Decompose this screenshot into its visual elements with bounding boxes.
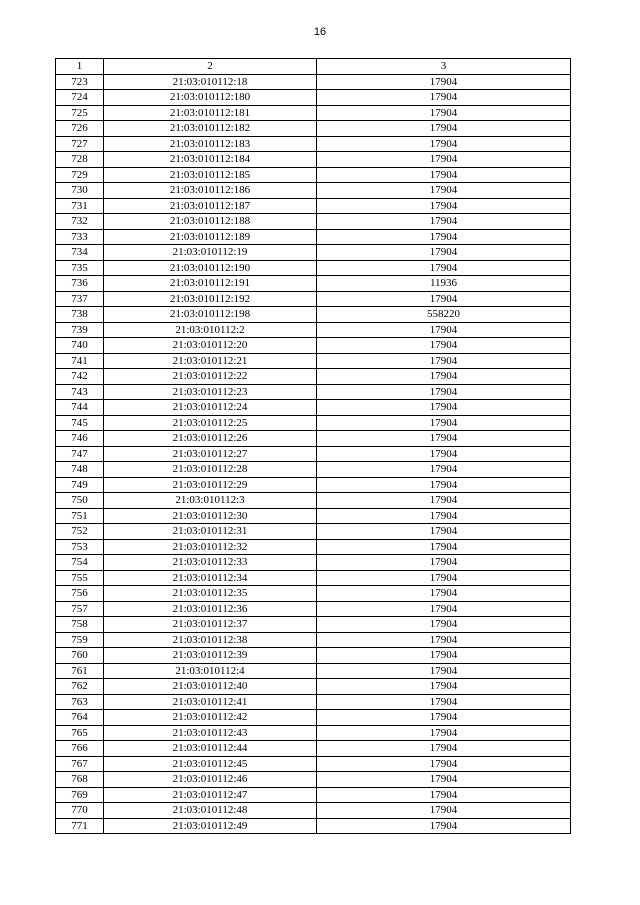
table-row: [56, 245, 571, 261]
row-number-cell: 751: [56, 508, 104, 524]
row-number-cell: 766: [56, 741, 104, 757]
table-row: [56, 477, 571, 493]
value-cell: 17904: [317, 415, 571, 431]
value-cell: 17904: [317, 756, 571, 772]
row-number-cell: 731: [56, 198, 104, 214]
value-cell: 17904: [317, 74, 571, 90]
value-cell: 17904: [317, 121, 571, 137]
cadastral-number-cell: 21:03:010112:20: [104, 338, 317, 354]
table-row: [56, 338, 571, 354]
table-row: [56, 415, 571, 431]
row-number-cell: 771: [56, 818, 104, 834]
value-cell: 17904: [317, 167, 571, 183]
cadastral-number-cell: 21:03:010112:43: [104, 725, 317, 741]
table-row: [56, 632, 571, 648]
cadastral-number-cell: 21:03:010112:191: [104, 276, 317, 292]
table-row: [56, 524, 571, 540]
cadastral-number-cell: 21:03:010112:49: [104, 818, 317, 834]
row-number-cell: 739: [56, 322, 104, 338]
cadastral-number-cell: 21:03:010112:183: [104, 136, 317, 152]
table-row: [56, 803, 571, 819]
row-number-cell: 762: [56, 679, 104, 695]
table-row: [56, 291, 571, 307]
value-cell: 17904: [317, 493, 571, 509]
value-cell: 17904: [317, 353, 571, 369]
table-body: [56, 74, 571, 834]
row-number-cell: 746: [56, 431, 104, 447]
row-number-cell: 753: [56, 539, 104, 555]
row-number-cell: 748: [56, 462, 104, 478]
cadastral-number-cell: 21:03:010112:2: [104, 322, 317, 338]
value-cell: 17904: [317, 245, 571, 261]
cadastral-number-cell: 21:03:010112:30: [104, 508, 317, 524]
table-row: [56, 74, 571, 90]
row-number-cell: 723: [56, 74, 104, 90]
table-row: [56, 601, 571, 617]
value-cell: 17904: [317, 198, 571, 214]
row-number-cell: 754: [56, 555, 104, 571]
cadastral-number-cell: 21:03:010112:23: [104, 384, 317, 400]
cadastral-number-cell: 21:03:010112:190: [104, 260, 317, 276]
value-cell: 17904: [317, 508, 571, 524]
table-row: [56, 787, 571, 803]
table-header: [56, 59, 571, 75]
table-row: [56, 353, 571, 369]
row-number-cell: 728: [56, 152, 104, 168]
cadastral-number-cell: 21:03:010112:22: [104, 369, 317, 385]
cadastral-number-cell: 21:03:010112:192: [104, 291, 317, 307]
table-row: [56, 725, 571, 741]
cadastral-number-cell: 21:03:010112:44: [104, 741, 317, 757]
value-cell: 17904: [317, 818, 571, 834]
cadastral-number-cell: 21:03:010112:187: [104, 198, 317, 214]
table-row: [56, 741, 571, 757]
cadastral-number-cell: 21:03:010112:33: [104, 555, 317, 571]
value-cell: 17904: [317, 446, 571, 462]
row-number-cell: 755: [56, 570, 104, 586]
cadastral-number-cell: 21:03:010112:29: [104, 477, 317, 493]
cadastral-number-cell: 21:03:010112:189: [104, 229, 317, 245]
table-row: [56, 400, 571, 416]
value-cell: 17904: [317, 710, 571, 726]
cadastral-number-cell: 21:03:010112:3: [104, 493, 317, 509]
table-row: [56, 152, 571, 168]
cadastral-number-cell: 21:03:010112:39: [104, 648, 317, 664]
row-number-cell: 740: [56, 338, 104, 354]
cadastral-number-cell: 21:03:010112:36: [104, 601, 317, 617]
cadastral-number-cell: 21:03:010112:19: [104, 245, 317, 261]
value-cell: 17904: [317, 136, 571, 152]
cadastral-number-cell: 21:03:010112:27: [104, 446, 317, 462]
cadastral-number-cell: 21:03:010112:24: [104, 400, 317, 416]
row-number-cell: 767: [56, 756, 104, 772]
table-row: [56, 710, 571, 726]
column-header-3: 3: [317, 59, 571, 75]
row-number-cell: 770: [56, 803, 104, 819]
table-row: [56, 648, 571, 664]
cadastral-number-cell: 21:03:010112:32: [104, 539, 317, 555]
row-number-cell: 738: [56, 307, 104, 323]
value-cell: 17904: [317, 679, 571, 695]
value-cell: 17904: [317, 524, 571, 540]
value-cell: 17904: [317, 741, 571, 757]
cadastral-number-cell: 21:03:010112:41: [104, 694, 317, 710]
cadastral-number-cell: 21:03:010112:26: [104, 431, 317, 447]
row-number-cell: 750: [56, 493, 104, 509]
row-number-cell: 737: [56, 291, 104, 307]
cadastral-number-cell: 21:03:010112:18: [104, 74, 317, 90]
table-row: [56, 508, 571, 524]
row-number-cell: 769: [56, 787, 104, 803]
row-number-cell: 741: [56, 353, 104, 369]
row-number-cell: 759: [56, 632, 104, 648]
value-cell: 17904: [317, 183, 571, 199]
table-row: [56, 214, 571, 230]
value-cell: 17904: [317, 570, 571, 586]
cadastral-number-cell: 21:03:010112:25: [104, 415, 317, 431]
row-number-cell: 730: [56, 183, 104, 199]
row-number-cell: 733: [56, 229, 104, 245]
cadastral-number-cell: 21:03:010112:34: [104, 570, 317, 586]
value-cell: 17904: [317, 648, 571, 664]
row-number-cell: 729: [56, 167, 104, 183]
table-row: [56, 772, 571, 788]
value-cell: 17904: [317, 477, 571, 493]
table-row: [56, 446, 571, 462]
table-row: [56, 384, 571, 400]
value-cell: 17904: [317, 105, 571, 121]
cadastral-number-cell: 21:03:010112:48: [104, 803, 317, 819]
row-number-cell: 765: [56, 725, 104, 741]
row-number-cell: 764: [56, 710, 104, 726]
cadastral-number-cell: 21:03:010112:198: [104, 307, 317, 323]
cadastral-number-cell: 21:03:010112:186: [104, 183, 317, 199]
value-cell: 17904: [317, 400, 571, 416]
row-number-cell: 735: [56, 260, 104, 276]
column-header-1: 1: [56, 59, 104, 75]
cadastral-number-cell: 21:03:010112:180: [104, 90, 317, 106]
value-cell: 17904: [317, 694, 571, 710]
table-row: [56, 493, 571, 509]
table-row: [56, 756, 571, 772]
table-row: [56, 260, 571, 276]
row-number-cell: 734: [56, 245, 104, 261]
value-cell: 17904: [317, 291, 571, 307]
table-row: [56, 229, 571, 245]
row-number-cell: 745: [56, 415, 104, 431]
table-row: [56, 663, 571, 679]
row-number-cell: 742: [56, 369, 104, 385]
cadastral-number-cell: 21:03:010112:47: [104, 787, 317, 803]
value-cell: 17904: [317, 601, 571, 617]
table-row: [56, 198, 571, 214]
cadastral-number-cell: 21:03:010112:37: [104, 617, 317, 633]
cadastral-number-cell: 21:03:010112:28: [104, 462, 317, 478]
data-table: [55, 58, 571, 834]
value-cell: 17904: [317, 787, 571, 803]
table-row: [56, 431, 571, 447]
row-number-cell: 743: [56, 384, 104, 400]
value-cell: 17904: [317, 586, 571, 602]
table-row: [56, 570, 571, 586]
table-row: [56, 555, 571, 571]
cadastral-number-cell: 21:03:010112:21: [104, 353, 317, 369]
value-cell: 17904: [317, 322, 571, 338]
table-row: [56, 818, 571, 834]
cadastral-number-cell: 21:03:010112:31: [104, 524, 317, 540]
cadastral-number-cell: 21:03:010112:185: [104, 167, 317, 183]
cadastral-number-cell: 21:03:010112:182: [104, 121, 317, 137]
table-row: [56, 105, 571, 121]
row-number-cell: 761: [56, 663, 104, 679]
value-cell: 17904: [317, 617, 571, 633]
table-row: [56, 369, 571, 385]
cadastral-number-cell: 21:03:010112:35: [104, 586, 317, 602]
table-row: [56, 167, 571, 183]
cadastral-number-cell: 21:03:010112:40: [104, 679, 317, 695]
column-header-2: 2: [104, 59, 317, 75]
row-number-cell: 763: [56, 694, 104, 710]
value-cell: 17904: [317, 369, 571, 385]
row-number-cell: 757: [56, 601, 104, 617]
row-number-cell: 732: [56, 214, 104, 230]
cadastral-number-cell: 21:03:010112:184: [104, 152, 317, 168]
value-cell: 11936: [317, 276, 571, 292]
value-cell: 17904: [317, 632, 571, 648]
cadastral-number-cell: 21:03:010112:38: [104, 632, 317, 648]
value-cell: 17904: [317, 539, 571, 555]
value-cell: 17904: [317, 663, 571, 679]
row-number-cell: 725: [56, 105, 104, 121]
row-number-cell: 768: [56, 772, 104, 788]
table-row: [56, 183, 571, 199]
cadastral-number-cell: 21:03:010112:46: [104, 772, 317, 788]
table-row: [56, 136, 571, 152]
value-cell: 17904: [317, 90, 571, 106]
table-row: [56, 322, 571, 338]
table-row: [56, 307, 571, 323]
row-number-cell: 744: [56, 400, 104, 416]
table-row: [56, 539, 571, 555]
value-cell: 17904: [317, 214, 571, 230]
value-cell: 17904: [317, 462, 571, 478]
value-cell: 17904: [317, 431, 571, 447]
page-number: 16: [313, 26, 327, 38]
cadastral-number-cell: 21:03:010112:4: [104, 663, 317, 679]
value-cell: 558220: [317, 307, 571, 323]
value-cell: 17904: [317, 338, 571, 354]
table-row: [56, 90, 571, 106]
row-number-cell: 727: [56, 136, 104, 152]
value-cell: 17904: [317, 229, 571, 245]
table-row: [56, 694, 571, 710]
value-cell: 17904: [317, 725, 571, 741]
row-number-cell: 752: [56, 524, 104, 540]
value-cell: 17904: [317, 384, 571, 400]
cadastral-number-cell: 21:03:010112:42: [104, 710, 317, 726]
table-row: [56, 121, 571, 137]
table-row: [56, 617, 571, 633]
cadastral-number-cell: 21:03:010112:45: [104, 756, 317, 772]
row-number-cell: 756: [56, 586, 104, 602]
cadastral-number-cell: 21:03:010112:181: [104, 105, 317, 121]
cadastral-number-cell: 21:03:010112:188: [104, 214, 317, 230]
row-number-cell: 749: [56, 477, 104, 493]
header-row: [56, 59, 571, 75]
table-row: [56, 679, 571, 695]
value-cell: 17904: [317, 260, 571, 276]
row-number-cell: 726: [56, 121, 104, 137]
value-cell: 17904: [317, 555, 571, 571]
value-cell: 17904: [317, 772, 571, 788]
row-number-cell: 724: [56, 90, 104, 106]
table-row: [56, 276, 571, 292]
table-row: [56, 586, 571, 602]
value-cell: 17904: [317, 803, 571, 819]
value-cell: 17904: [317, 152, 571, 168]
row-number-cell: 747: [56, 446, 104, 462]
row-number-cell: 736: [56, 276, 104, 292]
row-number-cell: 758: [56, 617, 104, 633]
table-row: [56, 462, 571, 478]
row-number-cell: 760: [56, 648, 104, 664]
